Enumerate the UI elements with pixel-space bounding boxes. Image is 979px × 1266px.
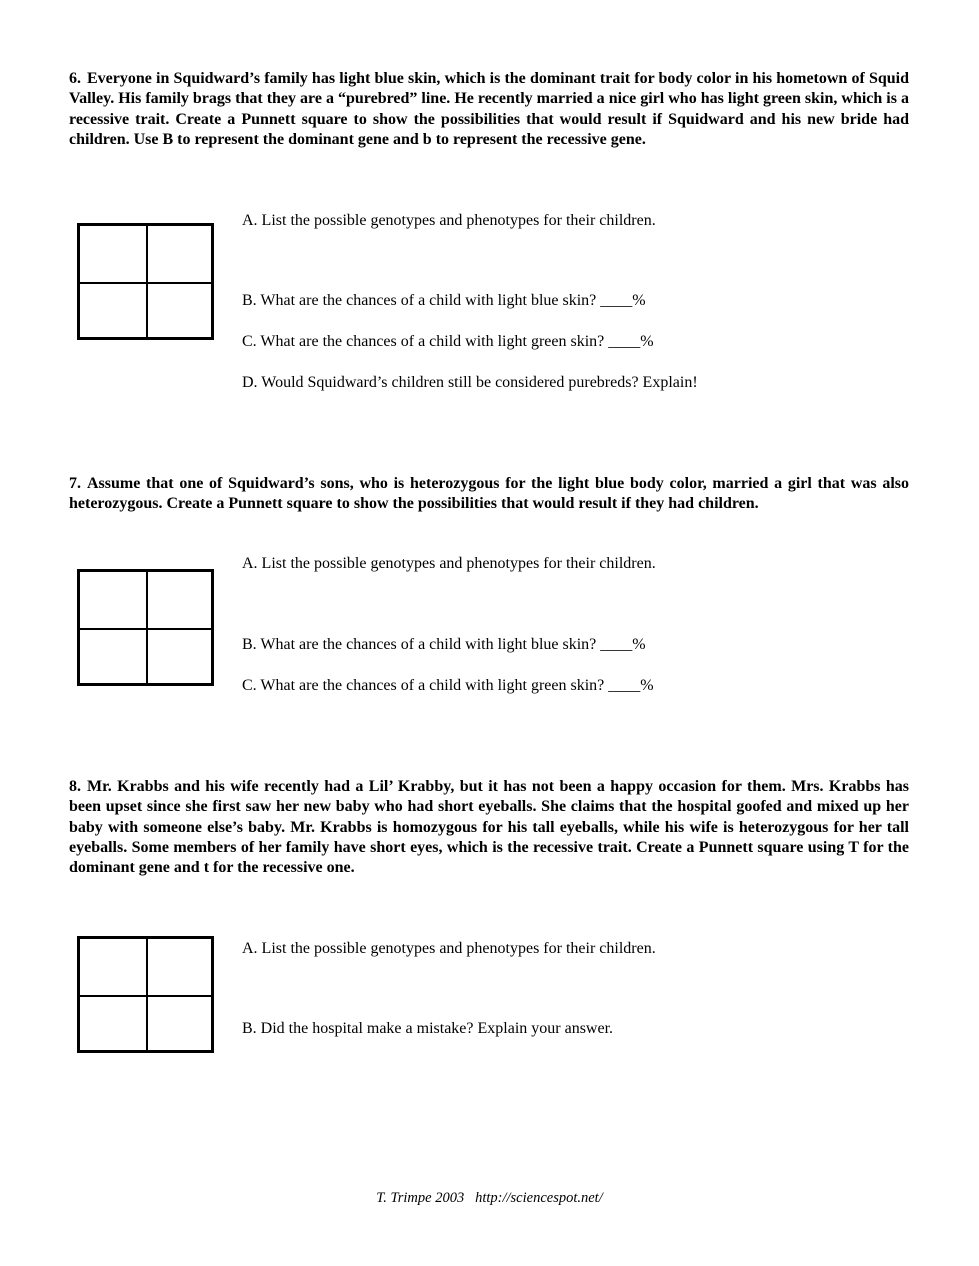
question-6a: A. List the possible genotypes and phenotypes for their children. — [242, 212, 656, 229]
question-6c: C. What are the chances of a child with light green skin? ____% — [242, 333, 654, 350]
footer-credit: T. Trimpe 2003 http://sciencespot.net/ — [376, 1190, 603, 1206]
question-6-prompt — [69, 69, 909, 150]
punnett-divider-horizontal — [80, 282, 211, 284]
question-6-text: Everyone in Squidward’s family has light blue skin, which is the dominant trait for body color in his hometown of Squid Valley. His family brags that they are a “purebred” line. He recently married a nice girl who has light green skin, which is a recessive trait. Create a Punnett square to show the possibilities that would result if Squidward and his new bride had children. Use B to represent the dominant gene and b to represent the recessive gene. — [69, 70, 909, 148]
question-6-number: 6. — [69, 70, 81, 87]
question-7b: B. What are the chances of a child with light blue skin? ____% — [242, 636, 646, 653]
question-8a: A. List the possible genotypes and phenotypes for their children. — [242, 940, 656, 957]
question-6b: B. What are the chances of a child with light blue skin? ____% — [242, 292, 646, 309]
punnett-divider-horizontal — [80, 628, 211, 630]
question-8-text: Mr. Krabbs and his wife recently had a Lil’ Krabby, but it has not been a happy occasion for them. Mrs. Krabbs has been upset since she first saw her new baby who had short eyeballs. She claims that the hospital goofed and mixed up her baby with someone else’s baby. Mr. Krabbs is homozygous for his tall eyeballs, while his wife is heterozygous for her tall eyeballs. Some members of her family have short eyes, which is the recessive trait. Create a Punnett square using T for the dominant gene and t for the recessive one. — [69, 778, 909, 877]
question-8b: B. Did the hospital make a mistake? Explain your answer. — [242, 1020, 614, 1037]
punnett-square-7[interactable] — [77, 569, 214, 686]
question-7c: C. What are the chances of a child with light green skin? ____% — [242, 677, 654, 694]
question-7-number: 7. — [69, 475, 81, 492]
punnett-divider-horizontal — [80, 995, 211, 997]
question-7a: A. List the possible genotypes and phenotypes for their children. — [242, 555, 656, 572]
question-8-prompt — [69, 777, 909, 878]
question-8-number: 8. — [69, 778, 81, 795]
question-7-prompt — [69, 474, 909, 515]
punnett-square-8[interactable] — [77, 936, 214, 1053]
question-7-text: Assume that one of Squidward’s sons, who is heterozygous for the light blue body color, married a girl that was also heterozygous. Create a Punnett square to show the possibilities that would result if they had children. — [69, 475, 909, 513]
question-6d: D. Would Squidward’s children still be considered purebreds? Explain! — [242, 374, 698, 391]
punnett-square-6[interactable] — [77, 223, 214, 340]
